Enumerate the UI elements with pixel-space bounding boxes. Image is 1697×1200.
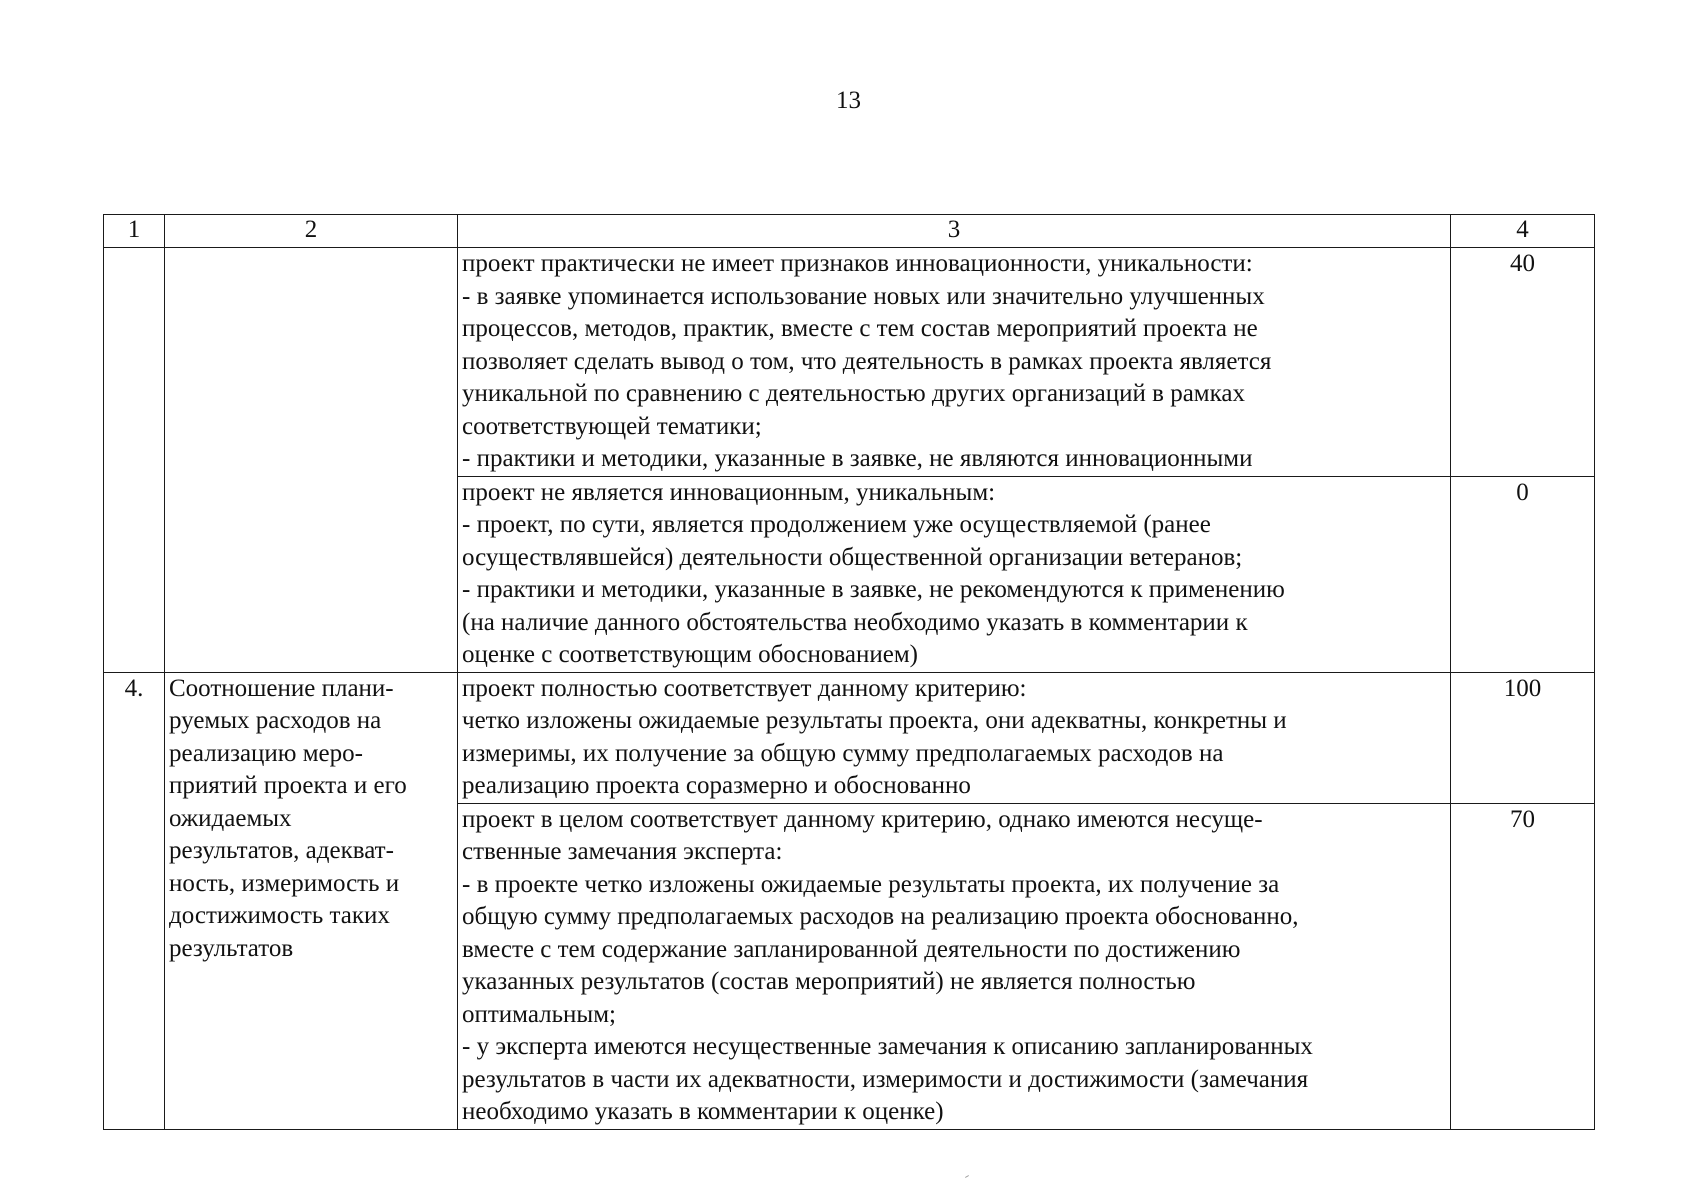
description-line: - в заявке упоминается использование новых или значительно улучшенных [462,282,1265,310]
description-line: оценке с соответствующим обоснованием) [462,641,918,668]
description-line: вместе с тем содержание запланированной деятельности по достижению [462,935,1241,963]
description-line: - проект, по сути, является продолжением уже осуществляемой (ранее [462,511,1211,538]
criterion-name-line: руемых расходов на [169,707,382,734]
criteria-table [103,214,1595,1130]
description-line: реализацию проекта соразмерно и обоснованно [462,772,971,799]
description-line: процессов, методов, практик, вместе с тем состав мероприятий проекта не [462,315,1258,342]
description-line: проект в целом соответствует данному критерию, однако имеются несуще- [462,805,1263,833]
header-col-2: 2 [165,215,458,248]
score-cell: 100 [1451,672,1595,803]
criterion-name-cell [165,672,458,1129]
score-cell: 70 [1451,803,1595,1129]
criterion-name-line: достижимость таких [169,902,390,929]
table-row [104,672,1595,803]
criterion-name-line: ожидаемых [169,804,292,832]
description-line: результатов в части их адекватности, измеримости и достижимости (замечания [462,1065,1309,1093]
description-line: проект полностью соответствует данному критерию: [462,674,1027,702]
description-cell [458,803,1451,1129]
description-line: четко изложены ожидаемые результаты проекта, они адекватны, конкретны и [462,707,1287,734]
criterion-name-line: результатов [169,934,294,962]
description-line: проект практически не имеет признаков инновационности, уникальности: [462,250,1253,277]
description-cell [458,476,1451,672]
header-col-4: 4 [1451,215,1595,248]
criterion-name-line: ность, измеримость и [169,869,400,897]
description-cell [458,672,1451,803]
header-col-1: 1 [104,215,165,248]
criterion-name-line: реализацию меро- [169,739,363,767]
scan-speck [965,1175,969,1178]
page-number: 13 [836,87,861,114]
description-line: оптимальным; [462,1000,616,1028]
score-cell: 40 [1451,248,1595,477]
table-row [104,248,1595,477]
description-line: - у эксперта имеются несущественные замечания к описанию запланированных [462,1033,1313,1060]
description-line: проект не является инновационным, уникальным: [462,478,996,506]
description-line: (на наличие данного обстоятельства необходимо указать в комментарии к [462,608,1248,636]
description-line: необходимо указать в комментарии к оценке) [462,1098,944,1125]
description-line: - в проекте четко изложены ожидаемые результаты проекта, их получение за [462,870,1280,898]
criterion-number-cell: 4. [104,672,165,1129]
description-line: - практики и методики, указанные в заявке, не рекомендуются к применению [462,576,1285,603]
description-line: измеримы, их получение за общую сумму предполагаемых расходов на [462,739,1224,767]
criterion-name-cell [165,248,458,673]
description-line: общую сумму предполагаемых расходов на реализацию проекта обоснованно, [462,903,1299,930]
description-line: уникальной по сравнению с деятельностью других организаций в рамках [462,380,1245,407]
score-cell: 0 [1451,476,1595,672]
description-line: ственные замечания эксперта: [462,838,783,865]
criterion-name-line: приятий проекта и его [169,772,407,799]
table-header-row [104,215,1595,248]
description-line: указанных результатов (состав мероприятий) не является полностью [462,968,1196,995]
description-line: соответствующей тематики; [462,412,762,440]
description-line: осуществлявшейся) деятельности общественной организации ветеранов; [462,543,1243,571]
criterion-name-line: результатов, адекват- [169,837,394,864]
description-line: - практики и методики, указанные в заявке, не являются инновационными [462,445,1253,472]
description-line: позволяет сделать вывод о том, что деятельность в рамках проекта является [462,347,1272,375]
criterion-name-line: Соотношение плани- [169,674,394,702]
header-col-3: 3 [458,215,1451,248]
description-cell [458,248,1451,477]
criterion-number-cell [104,248,165,673]
